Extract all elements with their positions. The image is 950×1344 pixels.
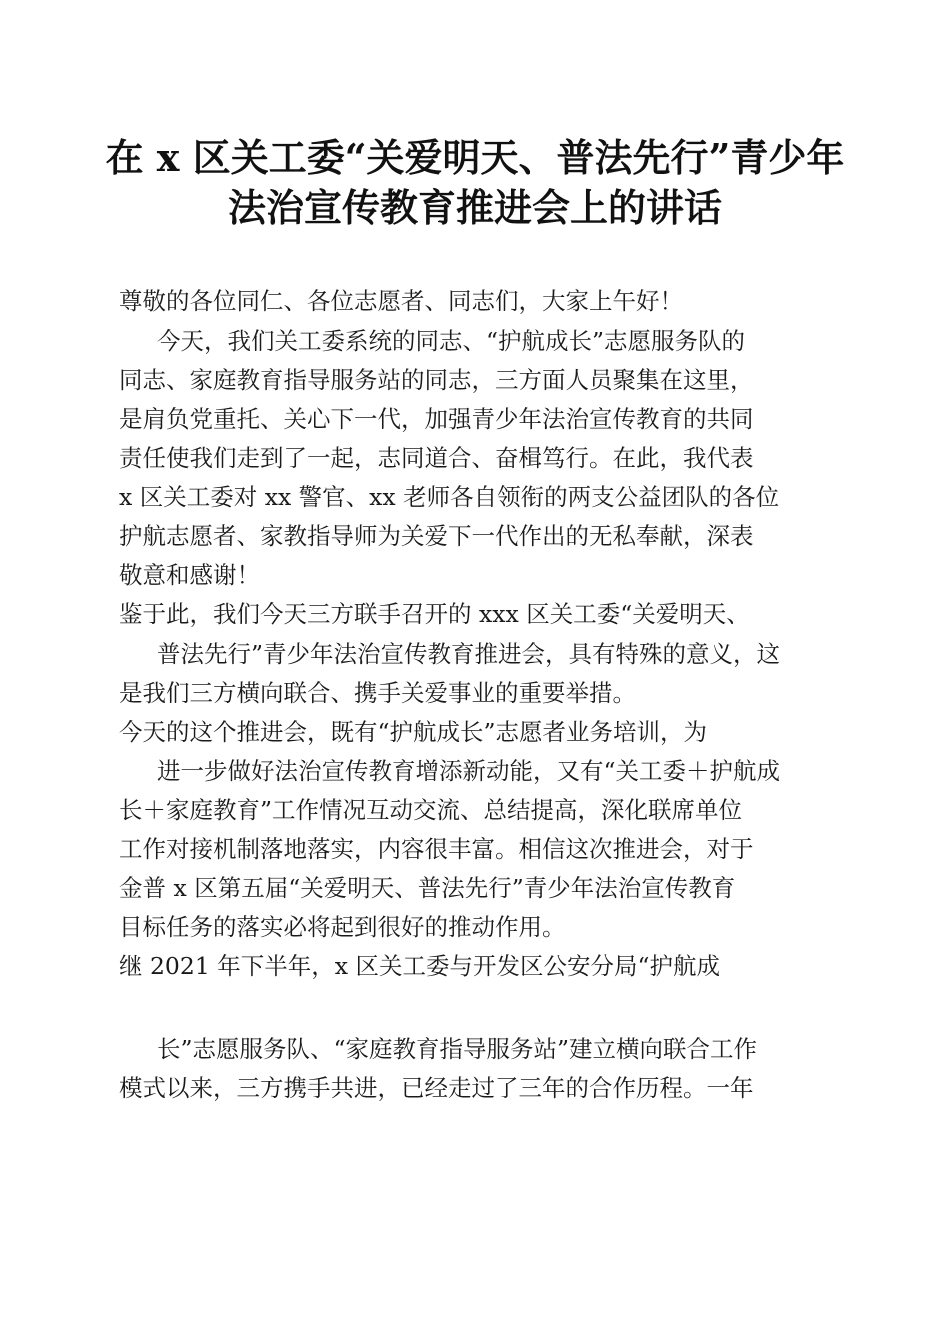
body-line: 同志、家庭教育指导服务站的同志，三方面人员聚集在这里，	[119, 366, 754, 394]
document-title-line-1: 在 x 区关工委“关爱明天、普法先行”青少年	[105, 135, 845, 180]
body-line: 金普 x 区第五届“关爱明天、普法先行”青少年法治宣传教育	[119, 874, 736, 902]
body-line: 长”志愿服务队、“家庭教育指导服务站”建立横向联合工作	[157, 1035, 758, 1063]
body-line: 目标任务的落实必将起到很好的推动作用。	[119, 913, 566, 941]
body-line: 今天，我们关工委系统的同志、“护航成长”志愿服务队的	[157, 327, 746, 355]
body-line: 进一步做好法治宣传教育增添新动能，又有“关工委＋护航成	[157, 757, 781, 785]
body-line: 护航志愿者、家教指导师为关爱下一代作出的无私奉献，深表	[119, 522, 754, 550]
body-line: 模式以来，三方携手共进，已经走过了三年的合作历程。一年	[119, 1074, 754, 1102]
body-line: 是我们三方横向联合、携手关爱事业的重要举措。	[119, 679, 636, 707]
body-line: 长＋家庭教育”工作情况互动交流、总结提高，深化联席单位	[119, 796, 743, 824]
body-line: 普法先行”青少年法治宣传教育推进会，具有特殊的意义，这	[157, 640, 781, 668]
body-line: 继 2021 年下半年，x 区关工委与开发区公安分局“护航成	[119, 952, 720, 980]
body-line: 今天的这个推进会，既有“护航成长”志愿者业务培训，为	[119, 718, 708, 746]
body-line: 责任使我们走到了一起，志同道合、奋楫笃行。在此，我代表	[119, 444, 754, 472]
body-line: 是肩负党重托、关心下一代，加强青少年法治宣传教育的共同	[119, 405, 754, 433]
body-line: x 区关工委对 xx 警官、xx 老师各自领衔的两支公益团队的各位	[119, 483, 780, 511]
body-line: 鉴于此，我们今天三方联手召开的 xxx 区关工委“关爱明天、	[119, 600, 750, 628]
salutation: 尊敬的各位同仁、各位志愿者、同志们，大家上午好！	[119, 287, 683, 315]
document-title-line-2: 法治宣传教育推进会上的讲话	[227, 185, 722, 230]
body-line: 工作对接机制落地落实，内容很丰富。相信这次推进会，对于	[119, 835, 754, 863]
body-line: 敬意和感谢！	[119, 561, 260, 589]
